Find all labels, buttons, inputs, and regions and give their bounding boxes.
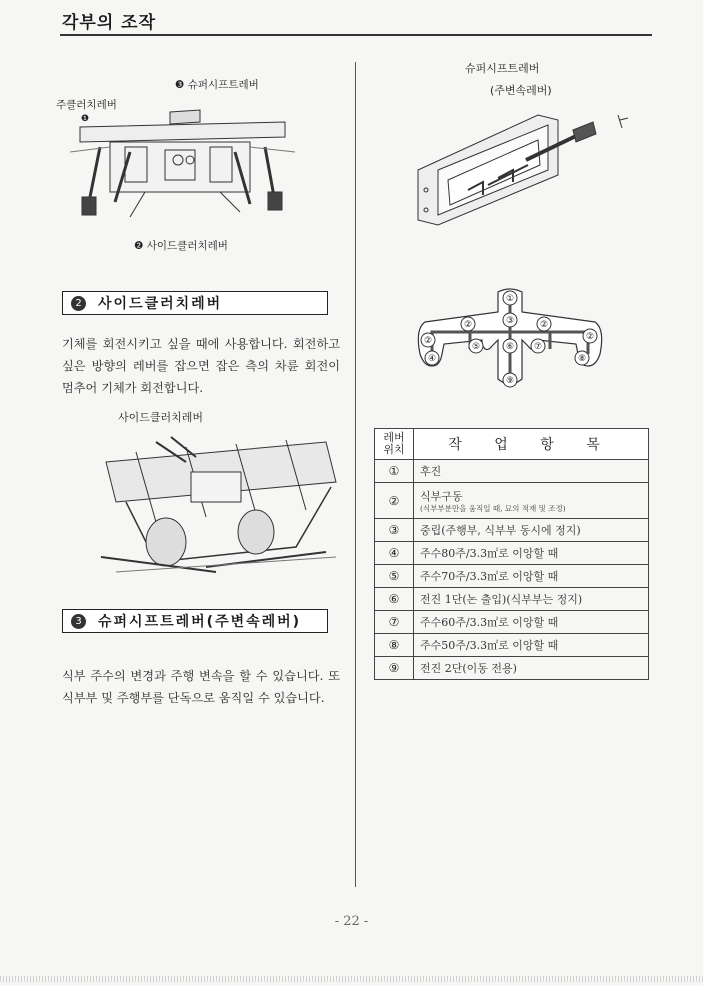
label-main-clutch-lever: 주클러치레버 <box>56 99 117 111</box>
cell-position: ⑨ <box>375 657 414 680</box>
cell-position: ⑥ <box>375 588 414 611</box>
shift-pos-7: ⑦ <box>533 342 543 352</box>
lever-position-table <box>374 428 649 680</box>
shift-pos-6: ⑥ <box>505 342 515 352</box>
table-row <box>375 565 649 588</box>
header-left-line2: 위치 <box>383 443 405 456</box>
cell-description: 전진 1단(논 출입)(식부부는 정지) <box>414 588 649 611</box>
shift-pos-3: ③ <box>505 316 515 326</box>
cell-description: 중립(주행부, 식부부 동시에 정지) <box>414 519 649 542</box>
cell-position: ③ <box>375 519 414 542</box>
header-rule <box>60 34 652 36</box>
section-number-badge: 2 <box>71 296 86 311</box>
shift-pos-2d: ② <box>423 336 433 346</box>
shift-lever-box-illustration <box>408 110 638 230</box>
section-title: 슈퍼시프트레버(주변속레버) <box>98 614 302 630</box>
label-main-clutch-marker: ❶ <box>81 114 90 124</box>
cell-description <box>414 483 649 519</box>
label-main-shift-right: (주변속레버) <box>490 84 552 97</box>
table-header-lever-position <box>375 429 414 460</box>
table-row <box>375 611 649 634</box>
shift-pos-2c: ② <box>585 332 595 342</box>
scan-edge-artifact <box>0 976 703 982</box>
header-left-line1: 레버 <box>383 431 405 444</box>
section-title: 사이드클러치레버 <box>98 296 223 312</box>
rice-transplanter-illustration <box>96 422 346 582</box>
cell-position: ⑤ <box>375 565 414 588</box>
cell-description: 주수80주/3.3㎡로 이앙할 때 <box>414 542 649 565</box>
shift-pattern-diagram <box>410 284 610 394</box>
section-heading-super-shift <box>62 609 328 633</box>
shift-pos-2a: ② <box>463 320 473 330</box>
super-shift-description: 식부 주수의 변경과 주행 변속을 할 수 있습니다. 또 식부부 및 주행부를 단독으로 움직일 수 있습니다. <box>62 669 340 705</box>
shift-pos-4: ④ <box>427 354 437 364</box>
shift-pos-5: ⑤ <box>471 342 481 352</box>
page-header-title: 각부의 조작 <box>62 13 157 33</box>
table-row <box>375 519 649 542</box>
cell-description: 후진 <box>414 460 649 483</box>
shift-pos-1: ① <box>505 294 515 304</box>
table-row <box>375 588 649 611</box>
label-super-shift-lever: ❸ 슈퍼시프트레버 <box>175 79 259 91</box>
cell-main-text: 식부구동 <box>420 489 463 503</box>
section-heading-side-clutch <box>62 291 328 315</box>
cell-description: 주수60주/3.3㎡로 이앙할 때 <box>414 611 649 634</box>
cell-position: ① <box>375 460 414 483</box>
table-row <box>375 634 649 657</box>
control-panel-illustration <box>70 92 295 232</box>
cell-position: ⑧ <box>375 634 414 657</box>
cell-position: ⑦ <box>375 611 414 634</box>
cell-description: 전진 2단(이동 전용) <box>414 657 649 680</box>
page-number: - 22 - <box>334 914 369 929</box>
cell-sub-text: (식부부분만을 움직일 때, 묘의 적재 및 조정) <box>420 503 566 513</box>
table-header-row <box>375 429 649 460</box>
table-header-work-item: 작 업 항 목 <box>414 429 649 460</box>
label-side-clutch-lever: ❷ 사이드클러치레버 <box>134 240 228 252</box>
shift-pos-8: ⑧ <box>577 354 587 364</box>
column-divider <box>355 62 356 887</box>
table-row <box>375 483 649 519</box>
table-row <box>375 460 649 483</box>
cell-position: ④ <box>375 542 414 565</box>
cell-position: ② <box>375 483 414 519</box>
cell-description: 주수50주/3.3㎡로 이앙할 때 <box>414 634 649 657</box>
table-row <box>375 657 649 680</box>
shift-pos-9: ⑨ <box>505 376 515 386</box>
cell-description: 주수70주/3.3㎡로 이앙할 때 <box>414 565 649 588</box>
label-side-clutch-figure: 사이드클러치레버 <box>118 411 204 424</box>
label-super-shift-right: 슈퍼시프트레버 <box>465 62 540 75</box>
side-clutch-description: 기체를 회전시키고 싶을 때에 사용합니다. 회전하고 싶은 방향의 레버를 잡으면 잡은 측의 차륜 회전이 멈추어 기체가 회전합니다. <box>62 337 340 395</box>
shift-pos-2b: ② <box>539 320 549 330</box>
table-row <box>375 542 649 565</box>
section-number-badge: 3 <box>71 614 86 629</box>
